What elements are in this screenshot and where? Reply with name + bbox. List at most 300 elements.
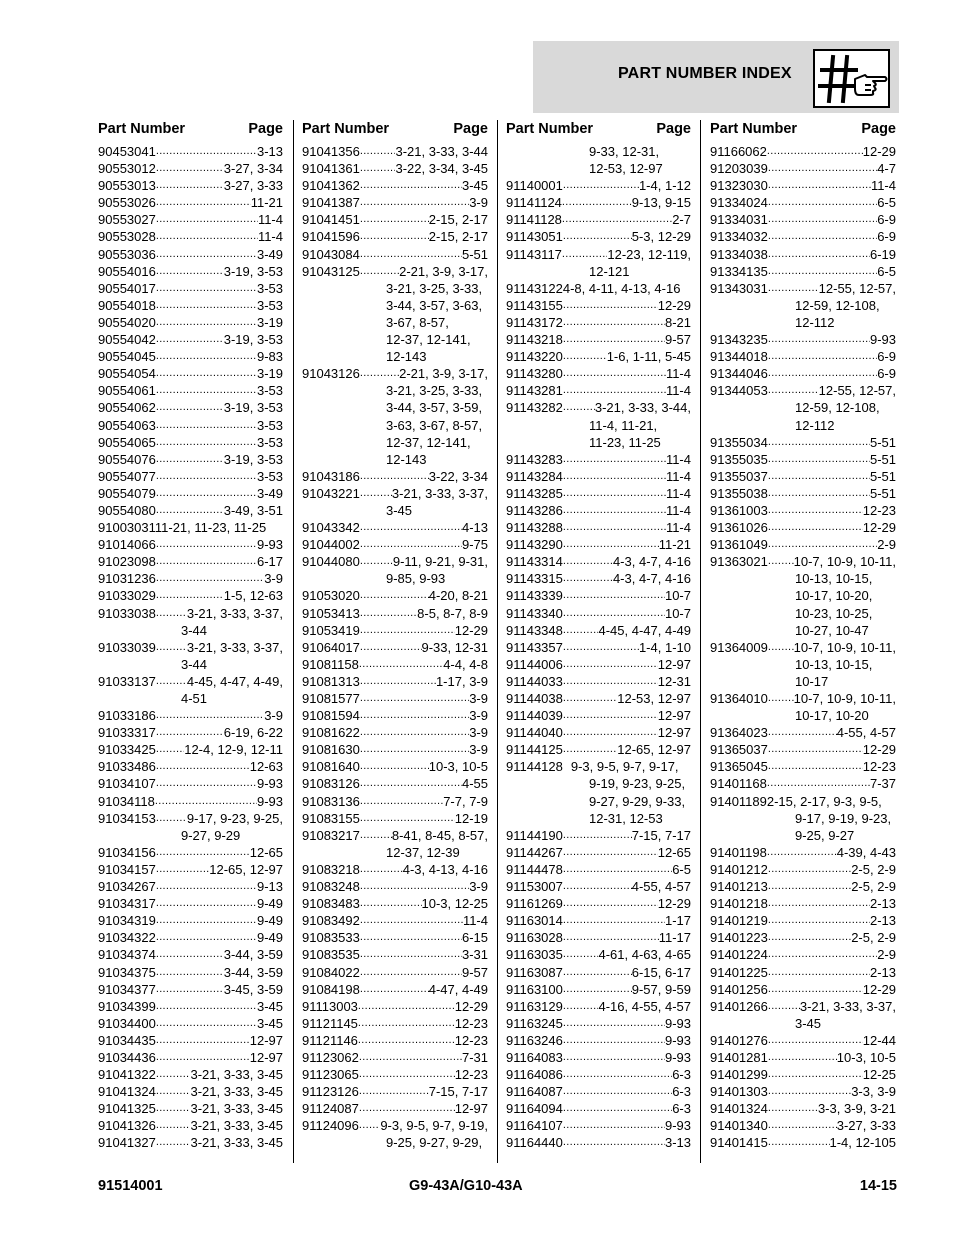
index-entry [302, 536, 488, 553]
dot-leader [156, 348, 257, 365]
index-entry-continuation [710, 673, 896, 690]
dot-leader [360, 895, 422, 912]
dot-leader [156, 929, 257, 946]
dot-leader [156, 639, 187, 656]
page-references: 2-21, 3-9, 3-17, [399, 263, 488, 279]
index-entry [506, 587, 691, 604]
dot-leader [156, 1117, 191, 1134]
part-number: 91143315 [506, 571, 563, 587]
dot-leader [768, 690, 794, 707]
index-entry [710, 929, 896, 946]
page-references: 12-97 [657, 725, 691, 741]
index-entry [98, 587, 283, 604]
index-entry [506, 331, 691, 348]
index-entry [302, 724, 488, 741]
part-number: 91034107 [98, 776, 156, 792]
page-references: 1-4, 1-10 [638, 639, 691, 655]
index-entry-continuation [710, 570, 896, 587]
page-references: 12-29 [862, 520, 896, 536]
index-entry [710, 246, 896, 263]
dot-leader [563, 878, 632, 895]
page-references: 11-21 [250, 195, 283, 211]
page-references: 3-27, 3-33 [223, 178, 283, 194]
dot-leader [768, 160, 877, 177]
part-number: 91144125 [506, 742, 563, 758]
page-references: 9-33, 12-31 [421, 639, 488, 655]
dot-leader [360, 519, 462, 536]
page-references: 12-37, 12-141, [386, 332, 471, 348]
page-references: 1-17 [664, 913, 691, 929]
index-entry [506, 1015, 691, 1032]
page-references: 10-3, 10-5 [836, 1049, 896, 1065]
part-number: 91143220 [506, 349, 563, 365]
page-references: 1-17, 3-9 [435, 673, 488, 689]
part-number: 91041326 [98, 1118, 156, 1134]
index-entry [710, 912, 896, 929]
dot-leader [360, 981, 429, 998]
page-references: 9-17, 9-23, 9-25, [186, 810, 283, 826]
page-references: 11-4 [462, 913, 488, 929]
dot-leader [156, 434, 257, 451]
part-number: 91143314 [506, 554, 563, 570]
part-number: 91401256 [710, 981, 768, 997]
dot-leader [563, 468, 666, 485]
index-entry [302, 1117, 488, 1134]
part-number: 91401213 [710, 879, 768, 895]
dot-leader [563, 724, 658, 741]
dot-leader [563, 895, 658, 912]
dot-leader [563, 861, 672, 878]
page-references: 3-45 [256, 998, 283, 1014]
dot-leader [768, 331, 870, 348]
page-references: 1-5, 12-63 [223, 588, 283, 604]
page-references: 2-13 [869, 896, 896, 912]
index-entry [98, 758, 283, 775]
dot-leader [563, 314, 665, 331]
page-references: 12-31, 12-53 [589, 810, 663, 826]
index-entry [506, 964, 691, 981]
page-references: 4-20, 8-21 [428, 588, 488, 604]
part-number: 91034157 [98, 861, 156, 877]
dot-leader [563, 1134, 665, 1151]
part-number: 91364010 [710, 691, 768, 706]
page-references: 12-53, 12-97 [617, 691, 691, 706]
dot-leader [767, 143, 863, 160]
index-entry [506, 1049, 691, 1066]
index-entry-continuation [98, 690, 283, 707]
part-number: 91083492 [302, 913, 360, 929]
index-entry [710, 228, 896, 245]
part-number: 91361049 [710, 537, 768, 553]
part-number: 91083155 [302, 810, 360, 826]
index-entry [98, 1117, 283, 1134]
index-entry [98, 331, 283, 348]
index-entry [710, 964, 896, 981]
part-number: 90554065 [98, 434, 156, 450]
index-column-2 [302, 119, 488, 1151]
page-references: 12-23 [862, 502, 896, 518]
part-number: 91141128 [506, 212, 562, 228]
part-number: 91140001 [506, 178, 563, 194]
page-references: 3-27, 3-33 [836, 1118, 896, 1134]
index-entry [710, 741, 896, 758]
index-entry [302, 553, 488, 570]
page-references: 9-93 [664, 1032, 691, 1048]
dot-leader [563, 536, 659, 553]
index-entry [710, 519, 896, 536]
index-entry [710, 365, 896, 382]
page-references: 9-13, 9-15 [631, 195, 691, 211]
dot-leader [563, 690, 617, 707]
part-number: 91143280 [506, 366, 563, 382]
index-entry [710, 451, 896, 468]
page-references: 12-29 [862, 144, 896, 159]
index-entry [302, 741, 488, 758]
part-number: 91401212 [710, 861, 768, 877]
index-entry-continuation [506, 417, 691, 434]
index-entry-continuation [506, 810, 691, 827]
index-entry [98, 399, 283, 416]
dot-leader [768, 553, 794, 570]
dot-leader [156, 553, 257, 570]
index-entry [98, 451, 283, 468]
dot-leader [156, 605, 187, 622]
page-references: 6-9 [877, 366, 896, 382]
index-entry [506, 605, 691, 622]
page-references: 6-5 [877, 195, 896, 211]
page-references: 3-45 [461, 178, 488, 194]
page-references: 10-23, 10-25, [795, 605, 873, 621]
part-number: 91143339 [506, 588, 563, 604]
dot-leader [360, 536, 462, 553]
part-number: 91164107 [506, 1118, 563, 1134]
index-entry [710, 434, 896, 451]
index-entry [506, 929, 691, 946]
part-number: 91081313 [302, 673, 360, 689]
dot-leader [767, 775, 870, 792]
index-entry [506, 228, 691, 245]
part-number: 90553036 [98, 246, 156, 262]
dot-leader [360, 194, 469, 211]
page-references: 10-13, 10-15, [795, 571, 873, 587]
index-entry [98, 639, 283, 656]
dot-leader [359, 656, 443, 673]
dot-leader [768, 1134, 830, 1151]
dot-leader [768, 964, 870, 981]
dot-leader [360, 827, 392, 844]
page-references: 4-3, 4-7, 4-16 [612, 554, 691, 570]
part-number: 91365045 [710, 759, 768, 775]
part-number: 91163035 [506, 947, 563, 963]
dot-leader [768, 246, 870, 263]
index-entry [506, 314, 691, 331]
index-entry [710, 468, 896, 485]
index-entry-continuation [98, 656, 283, 673]
index-entry [302, 1066, 488, 1083]
part-number: 91034374 [98, 947, 156, 963]
part-number: 91081640 [302, 759, 360, 775]
page-references: 8-5, 8-7, 8-9 [417, 605, 488, 621]
index-entry [98, 160, 283, 177]
part-number: 91144190 [506, 827, 563, 843]
dot-leader [156, 707, 264, 724]
dot-leader [358, 1015, 455, 1032]
index-entry [98, 912, 283, 929]
dot-leader [360, 707, 469, 724]
page-references: 10-3, 10-5 [428, 759, 488, 775]
part-number: 91401303 [710, 1084, 768, 1100]
page-references: 4-55 [461, 776, 488, 792]
page-references: 12-112 [795, 417, 835, 433]
dot-leader [563, 348, 607, 365]
part-number: 91164086 [506, 1067, 563, 1083]
dot-leader [156, 211, 258, 228]
dot-leader [563, 382, 666, 399]
dot-leader [768, 382, 819, 399]
dot-leader [156, 981, 224, 998]
page-references: 9-85, 9-93 [386, 571, 446, 587]
page-references: 2-21, 3-9, 3-17, [399, 366, 488, 382]
part-number: 91083126 [302, 776, 360, 792]
dot-leader [768, 981, 863, 998]
page-references: 9-3, 9-5, 9-7, 9-19, [380, 1118, 488, 1134]
page-references: 11-17 [658, 930, 691, 946]
dot-leader [359, 1083, 429, 1100]
index-entry [302, 228, 488, 245]
index-entry-continuation [710, 656, 896, 673]
index-entry [506, 639, 691, 656]
dot-leader [768, 912, 870, 929]
page-references: 12-65 [657, 844, 691, 860]
dot-leader [156, 1134, 191, 1151]
part-number: 91041387 [302, 195, 360, 211]
page-references: 10-7 [664, 588, 691, 604]
part-number: 91041596 [302, 229, 360, 245]
index-entry [506, 280, 691, 297]
part-number: 90554063 [98, 417, 156, 433]
index-entry [710, 946, 896, 963]
page-references: 10-7, 10-9, 10-11, [793, 639, 896, 655]
part-number: 91355035 [710, 451, 768, 467]
footer-page-number: 14-15 [859, 1178, 897, 1194]
part-number: 91334135 [710, 263, 768, 279]
index-entry [710, 639, 896, 656]
part-number: 91144033 [506, 673, 563, 689]
index-entry [506, 656, 691, 673]
page-references: 4-45, 4-47, 4-49, [186, 673, 283, 689]
part-number: 91053020 [302, 588, 360, 604]
part-number: 91334038 [710, 246, 768, 262]
footer-model: G9-43A/G10-43A [409, 1178, 523, 1194]
index-entry [506, 382, 691, 399]
page-references: 2-5, 2-9 [851, 930, 896, 946]
page-references: 3-13 [256, 144, 283, 159]
dot-leader [156, 365, 257, 382]
index-entry [98, 485, 283, 502]
page-references: 10-7, 10-9, 10-11, [793, 554, 896, 570]
page-references: 3-22, 3-34 [428, 468, 488, 484]
part-number: 91144128 [506, 759, 563, 775]
page-references: 9-19, 9-23, 9-25, [589, 776, 686, 792]
dot-leader [360, 365, 399, 382]
index-entry [710, 1100, 896, 1117]
dot-leader [563, 1117, 665, 1134]
part-number: 91144038 [506, 691, 563, 706]
page-references: 9-93 [256, 793, 283, 809]
part-number: 90554079 [98, 485, 156, 501]
page-references: 4-61, 4-63, 4-65 [598, 947, 691, 963]
dot-leader [768, 639, 794, 656]
index-entry [506, 211, 691, 228]
index-entry [710, 793, 896, 810]
column-header [98, 119, 283, 139]
dot-leader [156, 587, 224, 604]
page-references: 12-97 [657, 708, 691, 724]
dot-leader [358, 1032, 455, 1049]
page-references: 11-21 [658, 537, 691, 553]
index-entry [506, 844, 691, 861]
page-references: 3-19 [256, 366, 283, 382]
part-number: 91144040 [506, 725, 563, 741]
index-entry [506, 519, 691, 536]
page-references: 12-29 [862, 742, 896, 758]
page-references: 7-7, 7-9 [443, 793, 488, 809]
index-entry [98, 1083, 283, 1100]
index-entry [98, 519, 283, 536]
page-references: 12-59, 12-108, [795, 297, 880, 313]
page-references: 3-9 [469, 742, 488, 758]
dot-leader [563, 570, 613, 587]
page-references: 3-21, 3-25, 3-33, [386, 383, 483, 399]
page-references: 12-29 [657, 896, 691, 912]
page-references: 9-25, 9-27, 9-29, [386, 1135, 483, 1151]
index-entry [302, 365, 488, 382]
index-entry [710, 690, 896, 707]
index-entry [506, 348, 691, 365]
index-entry [98, 1032, 283, 1049]
index-entry [506, 1117, 691, 1134]
index-entry [710, 1134, 896, 1151]
part-number-heading: Part Number [710, 121, 798, 137]
index-entry [506, 724, 691, 741]
dot-leader [360, 246, 462, 263]
dot-leader [360, 605, 417, 622]
index-entry-continuation [302, 280, 488, 297]
index-entry [506, 707, 691, 724]
part-number: 91043084 [302, 246, 360, 262]
page-references: 3-21, 3-33, 3-45 [190, 1067, 283, 1083]
page-references: 10-3, 12-25 [421, 896, 488, 912]
index-entry [710, 998, 896, 1015]
part-number: 91083535 [302, 947, 360, 963]
dot-leader [360, 622, 455, 639]
page-references: 12-65 [249, 844, 283, 860]
part-number: 91143051 [506, 229, 563, 245]
page-references: 4-55, 4-57 [631, 879, 691, 895]
index-entry [506, 741, 691, 758]
part-number: 91163245 [506, 1015, 563, 1031]
dot-leader [563, 587, 665, 604]
page-references: 9-93 [664, 1015, 691, 1031]
index-entry [98, 365, 283, 382]
page-references: 11-4 [665, 383, 691, 399]
page-references: 3-21, 3-33, 3-45 [190, 1084, 283, 1100]
page-references: 12-53, 12-97 [589, 161, 663, 177]
page-references: 3-67, 8-57, [386, 314, 449, 330]
index-entry [506, 861, 691, 878]
dot-leader [563, 451, 666, 468]
index-column-3 [506, 119, 691, 1151]
index-entry-continuation [302, 502, 488, 519]
page-references: 12-4, 12-9, 12-11 [184, 742, 283, 758]
dot-leader [563, 399, 595, 416]
dot-leader [156, 1015, 257, 1032]
part-number: 91344018 [710, 349, 768, 365]
part-number: 91401225 [710, 964, 768, 980]
index-entry [710, 502, 896, 519]
index-entry [506, 536, 691, 553]
dot-leader [156, 143, 257, 160]
part-number: 91401219 [710, 913, 768, 929]
dot-leader [563, 946, 599, 963]
index-entry [506, 981, 691, 998]
index-entry [710, 485, 896, 502]
page-references: 4-3, 4-13, 4-16 [402, 861, 488, 877]
column-header [710, 119, 896, 139]
dot-leader [156, 536, 257, 553]
dot-leader [563, 605, 665, 622]
page-references: 4-3, 4-7, 4-16 [612, 571, 691, 587]
entry-list [506, 143, 691, 1152]
page-references: 6-3 [672, 1101, 691, 1117]
part-number: 91033029 [98, 588, 156, 604]
page-references: 11-4 [665, 485, 691, 501]
page-references: 3-45 [256, 1015, 283, 1031]
index-entry [302, 895, 488, 912]
part-number: 91034400 [98, 1015, 156, 1031]
page-references: 2-15, 2-17 [428, 229, 488, 245]
part-number: 90554054 [98, 366, 156, 382]
part-number: 91081577 [302, 691, 360, 706]
index-entry [302, 143, 488, 160]
part-number: 91344053 [710, 383, 768, 399]
index-entry [98, 810, 283, 827]
index-entry [506, 485, 691, 502]
page-references: 3-53 [256, 468, 283, 484]
page-references: 3-44, 3-57, 3-59, [386, 400, 483, 416]
dot-leader [768, 536, 877, 553]
index-entry [302, 1049, 488, 1066]
dot-leader [563, 519, 666, 536]
index-entry [710, 1066, 896, 1083]
index-entry [506, 622, 691, 639]
part-number-heading: Part Number [98, 121, 186, 137]
page-references: 11-4 [665, 502, 691, 518]
page-references: 2-15, 2-17 [428, 212, 488, 228]
index-entry-continuation [302, 314, 488, 331]
page-references: 3-53 [256, 297, 283, 313]
page-references: 3-21, 3-33, 3-37, [391, 485, 488, 501]
part-number: 91041322 [98, 1067, 156, 1083]
part-number: 91334024 [710, 195, 768, 211]
page-references: 12-121 [589, 263, 630, 279]
page-references: 12-23 [862, 759, 896, 775]
index-entry [302, 211, 488, 228]
index-entry-continuation [710, 417, 896, 434]
index-entry-continuation [302, 382, 488, 399]
page-references: 4-13 [461, 520, 488, 536]
index-entry-continuation [710, 399, 896, 416]
